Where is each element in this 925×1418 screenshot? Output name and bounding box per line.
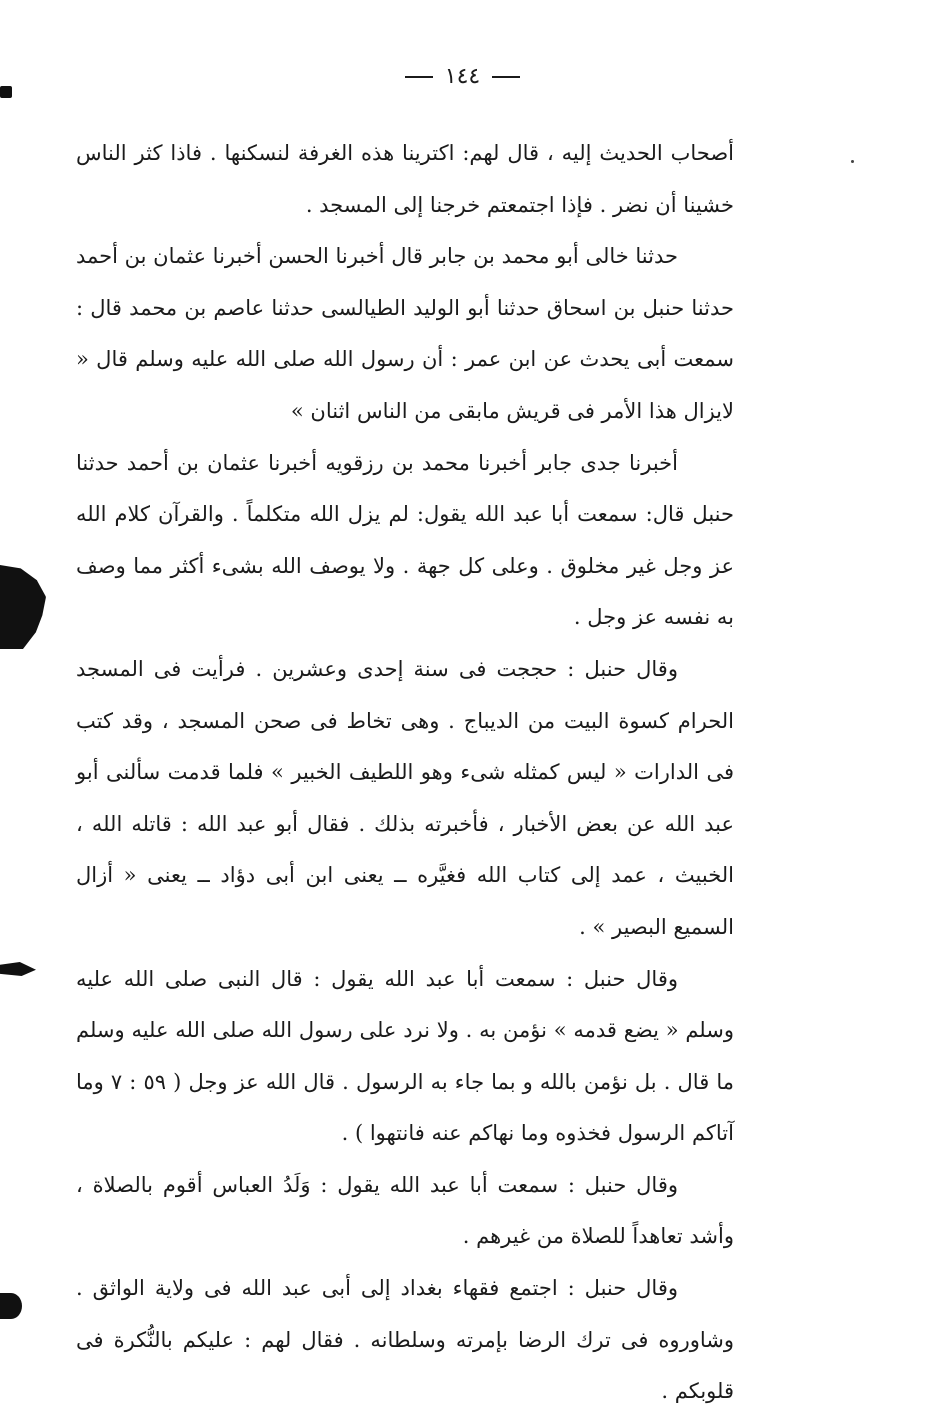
paragraph: وقال حنبل : حججت فى سنة إحدى وعشرين . فرأيت فى المسجد الحرام كسوة البيت من الديباج . وهى تخاط فى صحن المسجد ، وقد كتب فى الدارات « ليس كمثله شىء وهو اللطيف الخبير » فلما قدمت سألنى أبو عبد الله عن بعض الأخبار ، فأخبرته بذلك . فقال أبو عبد الله : قاتله الله ، الخبيث ، عمد إلى كتاب الله فغيَّره ــ يعنى ابن أبى دؤاد ــ يعنى « أزال السميع البصير » . — [76, 656, 734, 939]
scan-artifact-blot — [0, 565, 46, 649]
paragraph: أصحاب الحديث إليه ، قال لهم: اكترينا هذه الغرفة لنسكنها . فاذا كثر الناس خشينا أن نضر . فإذا اجتمعتم خرجنا إلى المسجد . — [76, 141, 734, 217]
header-dash-left — [492, 76, 520, 78]
paragraph: حدثنا خالى أبو محمد بن جابر قال أخبرنا الحسن أخبرنا عثمان بن أحمد حدثنا حنبل بن اسحاق حدثنا أبو الوليد الطيالسى حدثنا عاصم بن محمد قال : سمعت أبى يحدث عن ابن عمر : أن رسول الله صلى الله عليه وسلم قال « لايزال هذا الأمر فى قريش مابقى من الناس اثنان » — [76, 244, 734, 423]
scan-artifact-speck — [851, 160, 854, 163]
header-dash-right — [405, 76, 433, 78]
page-header — [0, 64, 925, 89]
scan-artifact-mark — [0, 962, 36, 976]
scan-artifact-mark — [0, 1293, 22, 1319]
paragraph: أخبرنا جدى جابر أخبرنا محمد بن رزقويه أخبرنا عثمان بن أحمد حدثنا حنبل قال: سمعت أبا عبد الله يقول: لم يزل الله متكلماً . والقرآن كلام الله عز وجل غير مخلوق . وعلى كل جهة . ولا يوصف الله بشىء أكثر مما وصف به نفسه عز وجل . — [76, 450, 734, 630]
paragraph: وقال حنبل : سمعت أبا عبد الله يقول : وَلَدُ العباس أقوم بالصلاة ، وأشد تعاهداً للصلاة من غيرهم . — [76, 1172, 734, 1249]
body-text — [76, 128, 734, 1418]
paragraph: وقال حنبل : اجتمع فقهاء بغداد إلى أبى عبد الله فى ولاية الواثق . وشاوروه فى ترك الرضا بإمرته وسلطانه . فقال لهم : عليكم بالنُّكرة فى قلوبكم . — [76, 1276, 734, 1404]
page-number: ١٤٤ — [444, 64, 481, 89]
paragraph: وقال حنبل : سمعت أبا عبد الله يقول : قال النبى صلى الله عليه وسلم « يضع قدمه » نؤمن به . ولا نرد على رسول الله صلى الله عليه وسلم ما قال . بل نؤمن بالله و بما جاء به الرسول . قال الله عز وجل ( ٥٩ : ٧ وما آتاكم الرسول فخذوه وما نهاكم عنه فانتهوا ) . — [76, 966, 734, 1146]
